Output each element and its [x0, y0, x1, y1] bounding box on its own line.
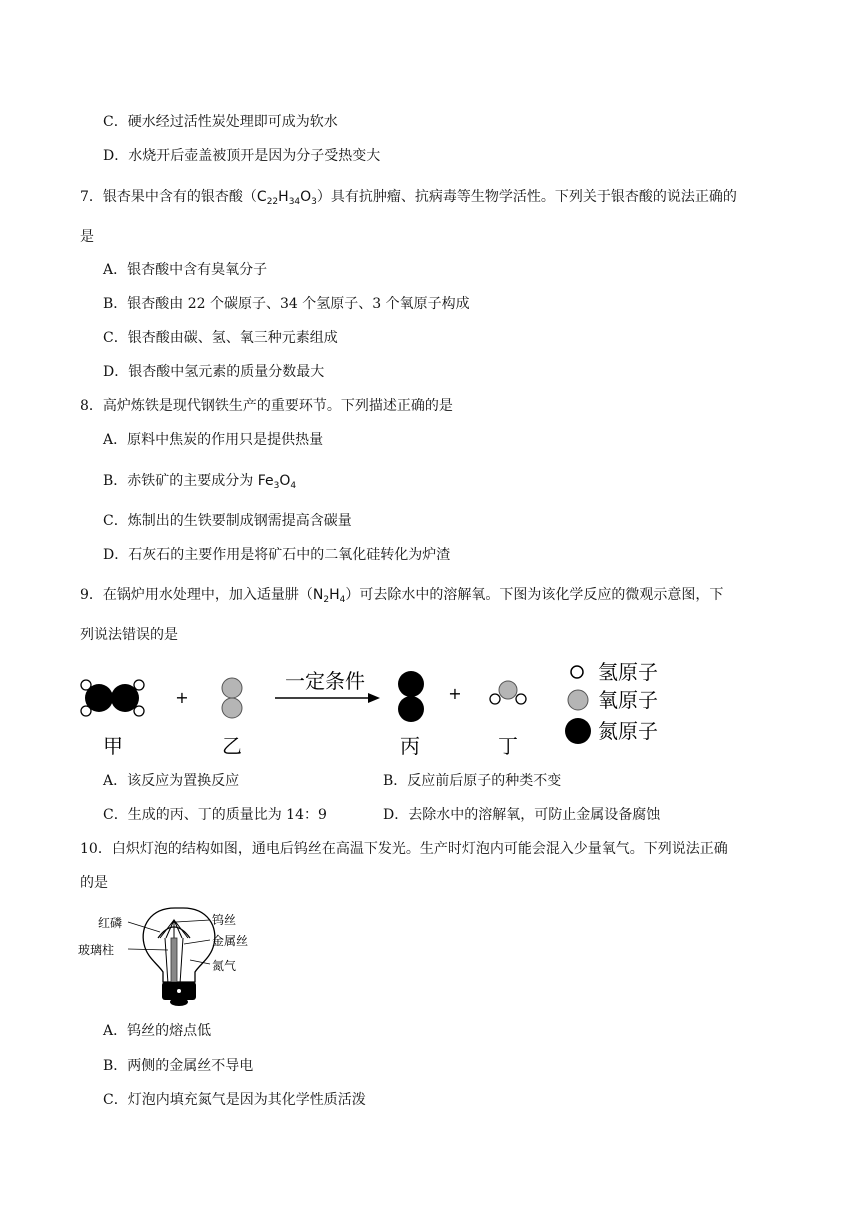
q8-option-d: D．石灰石的主要作用是将矿石中的二氧化硅转化为炉渣 — [103, 547, 451, 563]
q9-formula: $N_2H_4$ — [312, 587, 346, 605]
q7-option-c: C．银杏酸由碳、氢、氧三种元素组成 — [103, 330, 338, 346]
label-tungsten: 钨丝 — [212, 913, 237, 927]
label-ding: 丁 — [498, 734, 518, 758]
nitrogen-legend-icon — [565, 718, 591, 744]
q10-option-b: B．两侧的金属丝不导电 — [103, 1058, 254, 1074]
hydrogen-atom — [134, 706, 144, 716]
hydrogen-atom — [490, 694, 500, 704]
q10-option-a: A．钨丝的熔点低 — [103, 1023, 212, 1039]
q8-option-a: A．原料中焦炭的作用只是提供热量 — [103, 432, 324, 448]
legend-nitrogen: 氮原子 — [598, 719, 658, 743]
label-yi: 乙 — [222, 734, 242, 758]
nitrogen-atom — [398, 671, 424, 697]
q8-option-b: B．赤铁矿的主要成分为 $Fe_3O_4$ — [103, 473, 297, 491]
q7-stem-end: ）具有抗肿瘤、抗病毒等生物学活性。下列关于银杏酸的说法正确的 — [316, 189, 737, 205]
label-metal-wire: 金属丝 — [212, 934, 249, 948]
label-jia: 甲 — [103, 734, 123, 758]
nitrogen-atom — [398, 696, 424, 722]
q7-option-b: B．银杏酸由 22 个碳原子、34 个氢原子、3 个氧原子构成 — [103, 296, 470, 312]
q8-option-c: C．炼制出的生铁要制成钢需提高含碳量 — [103, 513, 352, 529]
oxygen-atom — [222, 678, 242, 698]
q7-option-d: D．银杏酸中氢元素的质量分数最大 — [103, 364, 325, 380]
hydrogen-atom — [134, 680, 144, 690]
molecule-bing — [398, 671, 424, 722]
q7-stem — [80, 187, 737, 207]
label-bing: 丙 — [400, 734, 420, 758]
oxygen-legend-icon — [568, 690, 588, 710]
hydrogen-legend-icon — [571, 666, 583, 678]
arrow-head — [368, 693, 380, 703]
metal-wire — [165, 938, 168, 984]
q7-stem-start: 7．银杏果中含有的银杏酸（ — [80, 189, 257, 205]
hydrogen-atom — [516, 694, 526, 704]
base-dot — [177, 989, 181, 993]
nitrogen-atom — [85, 684, 113, 712]
label-glass-column: 玻璃柱 — [78, 943, 115, 957]
molecule-ding — [490, 681, 526, 704]
light-bulb-diagram — [70, 902, 330, 1012]
q8-formula: $Fe_3O_4$ — [257, 473, 297, 491]
tungsten-filament — [160, 920, 188, 938]
plus-sign-2: + — [448, 684, 462, 703]
label-red-phosphorus: 红磷 — [98, 916, 123, 930]
legend — [565, 660, 658, 744]
q9-option-d: D．去除水中的溶解氧，可防止金属设备腐蚀 — [383, 807, 661, 823]
q7-formula: $C_{22}H_{34}O_3$ — [256, 189, 317, 207]
q10-stem-cont: 的是 — [80, 875, 108, 891]
oxygen-atom — [499, 681, 517, 699]
molecule-jia — [81, 680, 144, 716]
q6-option-d: D．水烧开后壶盖被顶开是因为分子受热变大 — [103, 148, 381, 164]
q7-option-a: A．银杏酸中含有臭氧分子 — [103, 262, 268, 278]
q10-option-c: C．灯泡内填充氮气是因为其化学性质活泼 — [103, 1092, 366, 1108]
metal-wire — [180, 938, 183, 984]
q9-option-c: C．生成的丙、丁的质量比为 14：9 — [103, 807, 327, 823]
q10-stem: 10．白炽灯泡的结构如图，通电后钨丝在高温下发光。生产时灯泡内可能会混入少量氧气。下列说法正确 — [80, 841, 728, 857]
nitrogen-atom — [111, 684, 139, 712]
q6-option-c: C．硬水经过活性炭处理即可成为软水 — [103, 114, 338, 130]
reaction-condition: 一定条件 — [285, 669, 365, 693]
reaction-diagram — [0, 655, 868, 765]
q7-stem-cont: 是 — [80, 229, 94, 245]
molecule-yi — [222, 678, 242, 718]
q9-stem-cont: 列说法错误的是 — [80, 627, 178, 643]
q8-stem: 8．高炉炼铁是现代钢铁生产的重要环节。下列描述正确的是 — [80, 398, 453, 414]
q9-stem: 9．在锅炉用水处理中，加入适量肼$(N_2H_4)$可去除水中的溶解氧。下图为该化学反应的微观示意图，下 — [80, 587, 724, 605]
glass-column — [171, 938, 177, 982]
oxygen-atom — [222, 698, 242, 718]
q9-option-b: B．反应前后原子的种类不变 — [383, 773, 562, 789]
legend-hydrogen: 氢原子 — [598, 660, 658, 684]
q9-option-a: A．该反应为置换反应 — [103, 773, 240, 789]
bulb-contact — [170, 998, 188, 1006]
legend-oxygen: 氧原子 — [598, 688, 658, 712]
bulb-glass — [143, 908, 215, 982]
label-nitrogen: 氮气 — [212, 959, 237, 973]
plus-sign-1: + — [175, 688, 189, 707]
